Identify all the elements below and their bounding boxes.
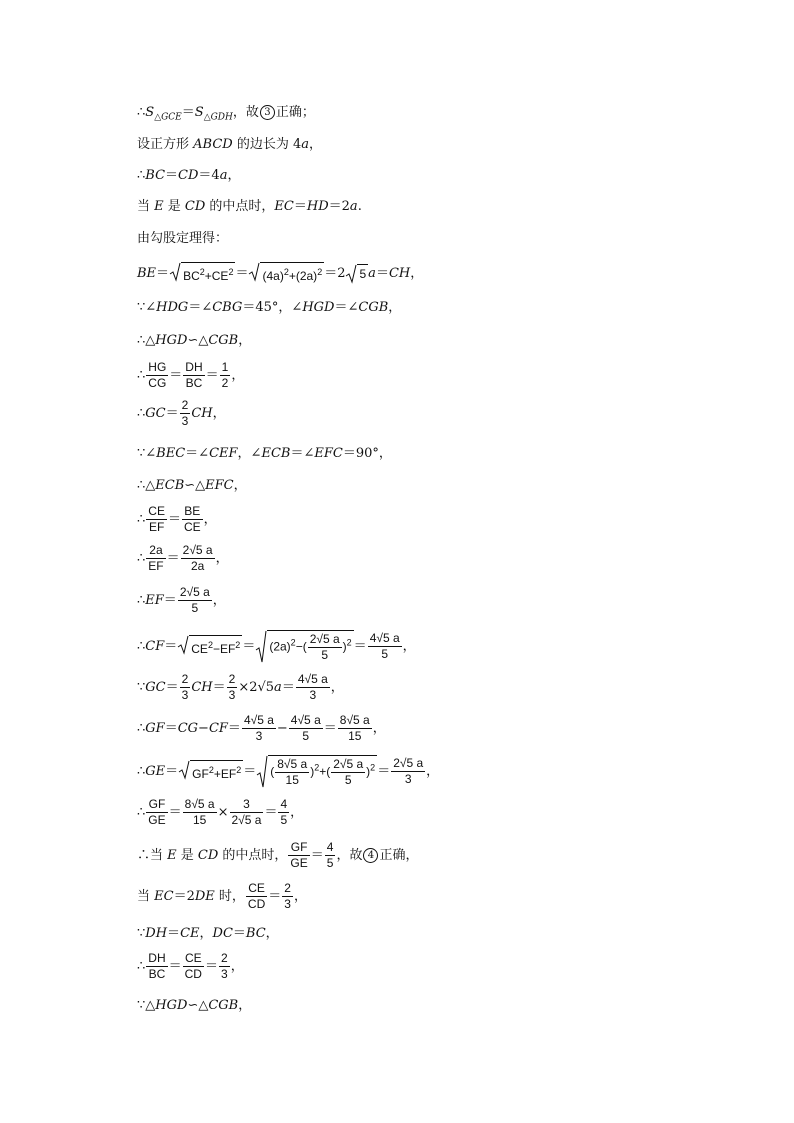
line-10: ∴GC＝ $\frac{2}{3}$ CH， bbox=[137, 398, 226, 428]
line-15: ∴EF＝ $\frac{2√5 a}{5}$ ， bbox=[137, 585, 226, 615]
line-6: BE＝ $BC^2+CE^2$ ＝ $(4a)^2+(2a)^2 =2$ 5 a＝CH， bbox=[137, 262, 423, 285]
sqrt-5: 5 bbox=[345, 264, 368, 283]
sqrt-ce-ef: $CE^2-EF^2$ bbox=[177, 635, 242, 658]
circled-3-icon: 3 bbox=[260, 105, 275, 120]
line-12: ∴△ECB∽△EFC， bbox=[137, 478, 247, 493]
line-23: ∵DH＝CE，DC＝BC， bbox=[137, 926, 279, 941]
line-13: ∴ $\frac{CE}{EF}$ ＝ $\frac{BE}{CE}$ ， bbox=[137, 504, 217, 534]
line-5: 由勾股定理得： bbox=[137, 231, 229, 246]
line-20: ∴ $\frac{GF}{GE}$ ＝ $\frac{8√5 a}{15}$ × $\frac{3}{2√5 a}$ ＝ $\frac{4}{5}$ ， bbox=[137, 797, 304, 827]
sqrt-cf-expr: $(2a)^2-$( $\frac{2√5 a}{5}$ )$^2$ bbox=[255, 630, 353, 663]
text-line-1: $\therefore S_{\triangle GCE}=S_{\triangle GDH}$，故 3 正确； bbox=[137, 105, 315, 123]
sqrt-ge-expr: ( $\frac{8√5 a}{15}$ )$^2$+( $\frac{2√5 a}{5}$ )$^2$ bbox=[256, 755, 377, 788]
line-1 bbox=[137, 105, 315, 126]
circled-4-icon: 4 bbox=[363, 848, 378, 863]
line-16: ∴CF＝ $CE^2-EF^2$ ＝ $(2a)^2-$( $\frac{2√5 a}{5}$ )$^2$ ＝ $\frac{4√5 a}{5}$ ， bbox=[137, 631, 416, 662]
line-7: ∵∠HDG＝∠CBG＝45°，∠HGD＝∠CGB， bbox=[137, 300, 402, 315]
line-17: ∵GC＝ $\frac{2}{3}$ CH＝ $\frac{2}{3}$ ×2√5a＝ $\frac{4√5 a}{3}$ ， bbox=[137, 672, 344, 702]
line-3: ∴BC＝CD＝4a， bbox=[137, 168, 241, 183]
sqrt-bc-ce: $BC^2+CE^2$ bbox=[169, 262, 235, 285]
line-11: ∵∠BEC＝∠CEF，∠ECB＝∠EFC＝90°， bbox=[137, 446, 392, 461]
line-18: ∴GF＝CG−CF＝ $\frac{4√5 a}{3}$ − $\frac{4√5 a}{5}$ ＝ $\frac{8√5 a}{15}$ ， bbox=[137, 713, 386, 743]
line-22: 当 EC＝2DE 时， $\frac{CE}{CD}$ ＝ $\frac{2}{3}$ ， bbox=[137, 881, 307, 911]
line-25: ∵△HGD∽△CGB， bbox=[137, 998, 252, 1013]
line-21: ∴当 E 是 CD 的中点时， $\frac{GF}{GE}$ ＝ $\frac{4}{5}$ ，故 4 正确， bbox=[137, 840, 419, 870]
line-19: ∴GE＝ $GF^2+EF^2$ ＝ ( $\frac{8√5 a}{15}$ )$^2$+( $\frac{2√5 a}{5}$ )$^2$ ＝ $\frac{2√5 a}{3}$ ， bbox=[137, 756, 440, 787]
sqrt-4a-2a: $(4a)^2+(2a)^2$ bbox=[248, 262, 324, 285]
line-9: ∴ $\frac{HG}{CG}$ ＝ $\frac{DH}{BC}$ ＝ $\frac{1}{2}$ ， bbox=[137, 360, 245, 390]
line-4: 当 E 是 CD 的中点时，EC＝HD＝2a. bbox=[137, 199, 362, 214]
line-8: ∴△HGD∽△CGB， bbox=[137, 333, 252, 348]
line-24: ∴ $\frac{DH}{BC}$ ＝ $\frac{CE}{CD}$ ＝ $\frac{2}{3}$ ， bbox=[137, 951, 244, 981]
sqrt-gf-ef: $GF^2+EF^2$ bbox=[178, 760, 243, 783]
line-14: ∴ $\frac{2a}{EF}$ ＝ $\frac{2√5 a}{2a}$ ， bbox=[137, 543, 229, 573]
line-2: 设正方形 ABCD 的边长为 4a， bbox=[137, 137, 323, 152]
